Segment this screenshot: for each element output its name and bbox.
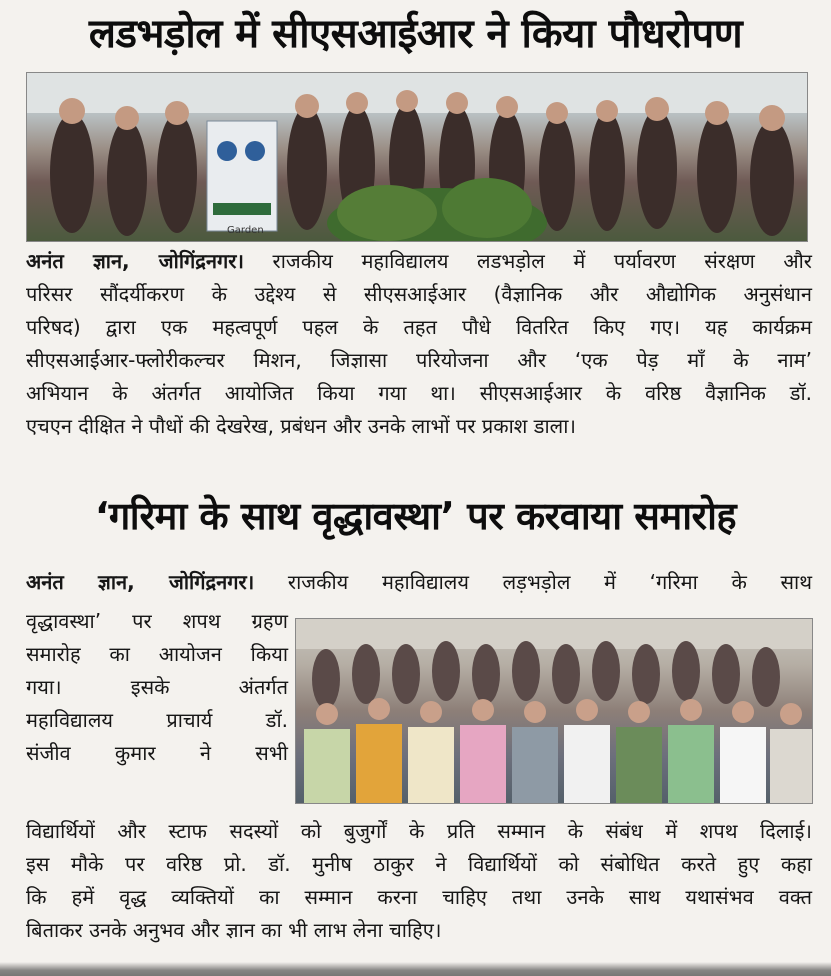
article2-side-line-2: समारोह का आयोजन किया: [26, 642, 288, 666]
article1-line-6: एचएन दीक्षित ने पौधों की देखरेख, प्रबंधन और उनके लाभों पर प्रकाश डाला।: [26, 414, 576, 438]
article2-side-line-1: वृद्धावस्था’ पर शपथ ग्रहण: [26, 609, 288, 633]
article2-side-line-3: गया। इसके अंतर्गत: [26, 675, 288, 699]
group-photo-plantation: [27, 73, 807, 241]
article1-body: [26, 245, 812, 443]
article2-headline: ‘गरिमा के साथ वृद्धावस्था’ पर करवाया समारोह: [94, 494, 737, 538]
article1-line-3: परिषद) द्वारा एक महत्वपूर्ण पहल के तहत पौधे वितरित किए गए। यह कार्यक्रम: [26, 315, 812, 339]
article1-line-2: परिसर सौंदर्यीकरण के उद्देश्य से सीएसआईआर (वैज्ञानिक और औद्योगिक अनुसंधान: [26, 282, 812, 306]
article2-line-4: बिताकर उनके अनुभव और ज्ञान का भी लाभ लेना चाहिए।: [26, 918, 442, 942]
cropped-next-headline: [0, 962, 831, 976]
group-photo-students: [296, 619, 812, 803]
article2-first-line: अनंत ज्ञान, जोगिंद्रनगर। राजकीय महाविद्यालय लड़भड़ोल में ‘गरिमा के साथ: [26, 570, 812, 594]
article2-line-3: कि हमें वृद्ध व्यक्तियों का सम्मान करना चाहिए तथा उनके साथ यथासंभव वक्त: [26, 885, 812, 909]
article1-headline: लडभड़ोल में सीएसआईआर ने किया पौधरोपण: [88, 11, 743, 57]
article2-side-line-4: महाविद्यालय प्राचार्य डॉ.: [26, 708, 288, 732]
article2-side-line-5: संजीव कुमार ने सभी: [26, 741, 288, 765]
article1-byline: अनंत ज्ञान, जोगिंद्रनगर।: [26, 249, 244, 273]
article2-side-column: [26, 605, 288, 770]
article2-photo: [295, 618, 813, 804]
banner-text: Garden: [227, 225, 264, 236]
article2-line-1: विद्यार्थियों और स्टाफ सदस्यों को बुजुर्गों के प्रति सम्मान के संबंध में शपथ दिलाई।: [26, 819, 812, 843]
article1-line-5: अभियान के अंतर्गत आयोजित किया गया था। सीएसआईआर के वरिष्ठ वैज्ञानिक डॉ.: [26, 381, 812, 405]
article1-line-4: सीएसआईआर-फ्लोरीकल्चर मिशन, जिज्ञासा परियोजना और ‘एक पेड़ माँ के नाम’: [26, 348, 812, 372]
article2-body: [26, 815, 812, 947]
article2-line-2: इस मौके पर वरिष्ठ प्रो. डॉ. मुनीष ठाकुर ने विद्यार्थियों को संबोधित करते हुए कहा: [26, 852, 812, 876]
article2-byline: अनंत ज्ञान, जोगिंद्रनगर।: [26, 570, 255, 594]
article1-photo: [26, 72, 808, 242]
article1-line-1: अनंत ज्ञान, जोगिंद्रनगर। राजकीय महाविद्यालय लडभड़ोल में पर्यावरण संरक्षण और: [26, 249, 812, 273]
